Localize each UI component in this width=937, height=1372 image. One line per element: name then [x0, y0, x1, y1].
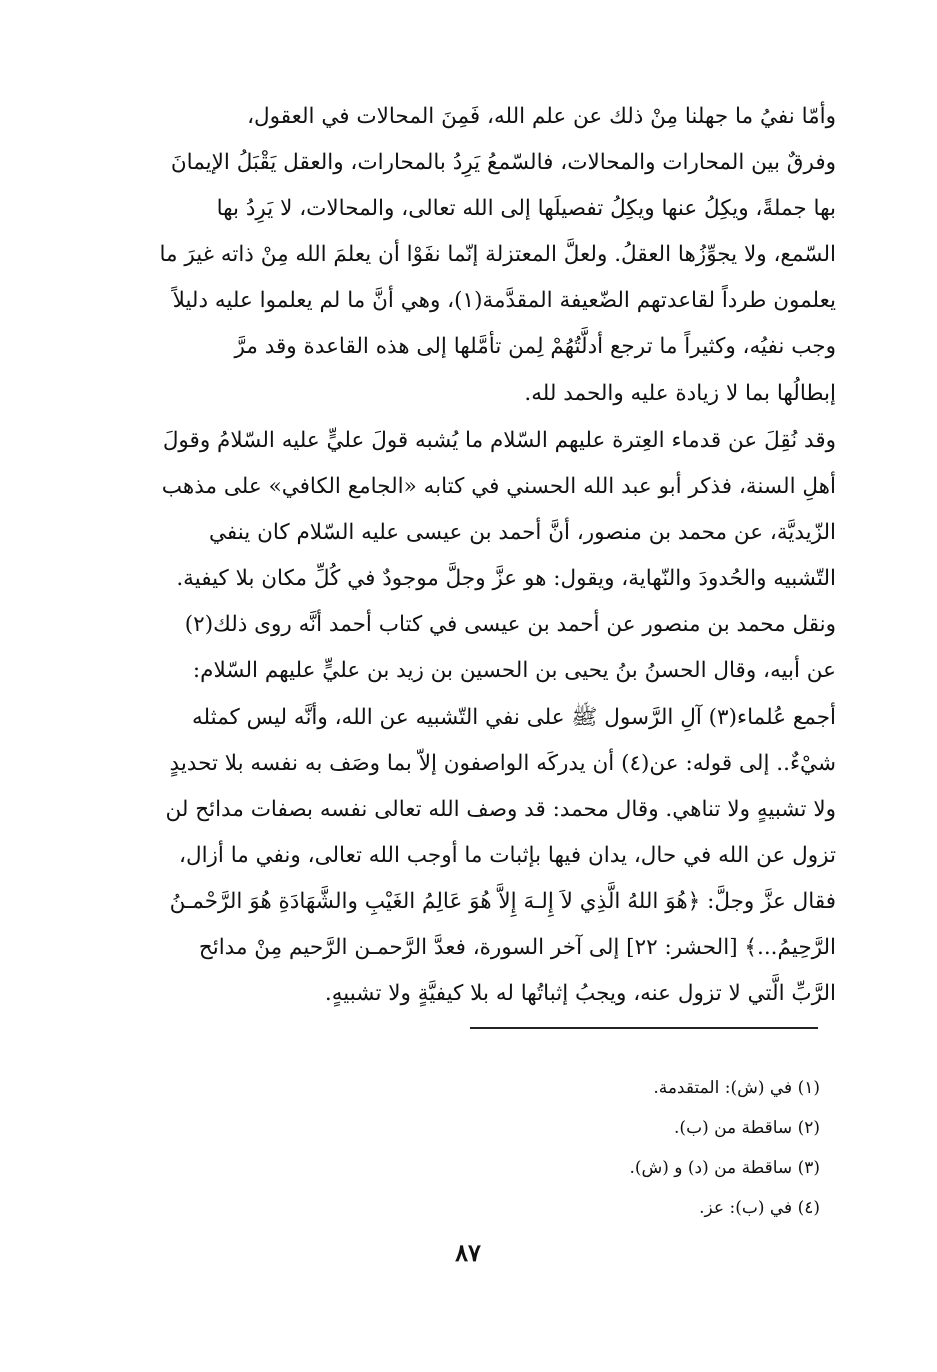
text-line: وقد نُقِلَ عن قدماء العِترة عليهم السّلام ما يُشبه قولَ عليٍّ عليه السّلامُ وقولَ — [162, 428, 836, 453]
text-line: بها جملةً، ويكِلُ عنها ويكِلُ تفصيلَها إلى الله تعالى، والمحالات، لا يَرِدُ بها — [216, 196, 836, 222]
text-line: عن أبيه، وقال الحسنُ بنُ يحيى بن الحسين بن زيد بن عليٍّ عليهم السّلام: — [192, 658, 836, 684]
footnotes — [300, 1068, 820, 1228]
text-line: إبطالُها بما لا زيادة عليه والحمد لله. — [524, 380, 836, 406]
text-line: وفرقٌ بين المحارات والمحالات، فالسّمعُ يَرِدُ بالمحارات، والعقل يَقْبَلُ الإيمانَ — [170, 150, 836, 176]
text-line: السّمع، ولا يجوِّزُها العقلُ. ولعلَّ المعتزلة إنّما نفَوْا أن يعلمَ الله مِنْ ذاته غيرَ ما — [159, 242, 836, 268]
footnote-1: (١) في (ش): المتقدمة. — [653, 1078, 820, 1098]
text-line: وجب نفيُه، وكثيراً ما ترجع أدلَّتُهُمْ لِمن تأمَّلها إلى هذه القاعدة وقد مرَّ — [234, 334, 836, 360]
footnote-2: (٢) ساقطة من (ب). — [674, 1118, 820, 1138]
footnote-3: (٣) ساقطة من (د) و (ش). — [629, 1158, 820, 1178]
footnote-divider — [470, 1027, 818, 1029]
text-line: وأمّا نفيُ ما جهلنا مِنْ ذلك عن علم الله، فَمِنَ المحالات في العقول، — [247, 104, 836, 129]
body-paragraph-2 — [100, 418, 836, 1017]
text-line: ولا تشبيهٍ ولا تناهي. وقال محمد: قد وصف الله تعالى نفسه بصفات مدائح لن — [165, 796, 836, 822]
text-line: تزول عن الله في حال، يدان فيها بإثبات ما أوجب الله تعالى، ونفي ما أزال، — [179, 842, 836, 868]
text-line: ونقل محمد بن منصور عن أحمد بن عيسى في كتاب أحمد أنَّه روى ذلك(٢) — [184, 612, 836, 638]
text-line: التّشبيه والحُدودَ والنّهاية، ويقول: هو عزَّ وجلَّ موجودٌ في كُلِّ مكان بلا كيفية. — [176, 566, 836, 592]
page-number: ٨٧ — [455, 1238, 481, 1267]
text-line: الزّيديَّة، عن محمد بن منصور، أنَّ أحمد بن عيسى عليه السّلام كان ينفي — [208, 520, 836, 546]
text-line: الرَّبِّ الَّتي لا تزول عنه، ويجبُ إثباتُها له بلا كيفيَّةٍ ولا تشبيهٍ. — [324, 981, 836, 1007]
text-line: يعلمون طرداً لقاعدتهم الضّعيفة المقدَّمة(١)، وهي أنَّ ما لم يعلموا عليه دليلاً — [172, 288, 836, 314]
text-line: فقال عزَّ وجلَّ: ﴿هُوَ اللهُ الَّذِي لاَ إِلـهَ إِلاَّ هُوَ عَالِمُ الغَيْبِ والشَّهَادَةِ هُوَ الرَّحْمـنُ — [169, 888, 836, 914]
text-line: شيْءٌ.. إلى قوله: عن(٤) أن يدركَه الواصفون إلاّ بما وصَف به نفسه بلا تحديدٍ — [169, 750, 836, 776]
body-paragraph-1 — [100, 94, 836, 417]
footnote-4: (٤) في (ب): عز. — [699, 1198, 820, 1218]
text-line: أجمع عُلماء(٣) آلِ الرَّسول ﷺ على نفي التّشبيه عن الله، وأنَّه ليس كمثله — [192, 704, 836, 730]
text-line: أهلِ السنة، فذكر أبو عبد الله الحسني في كتابه «الجامع الكافي» على مذهب — [161, 474, 836, 500]
text-line: الرَّحِيمُ...﴾ [الحشر: ٢٢] إلى آخر السورة، فعدَّ الرَّحمـن الرَّحيم مِنْ مدائح — [198, 935, 836, 961]
